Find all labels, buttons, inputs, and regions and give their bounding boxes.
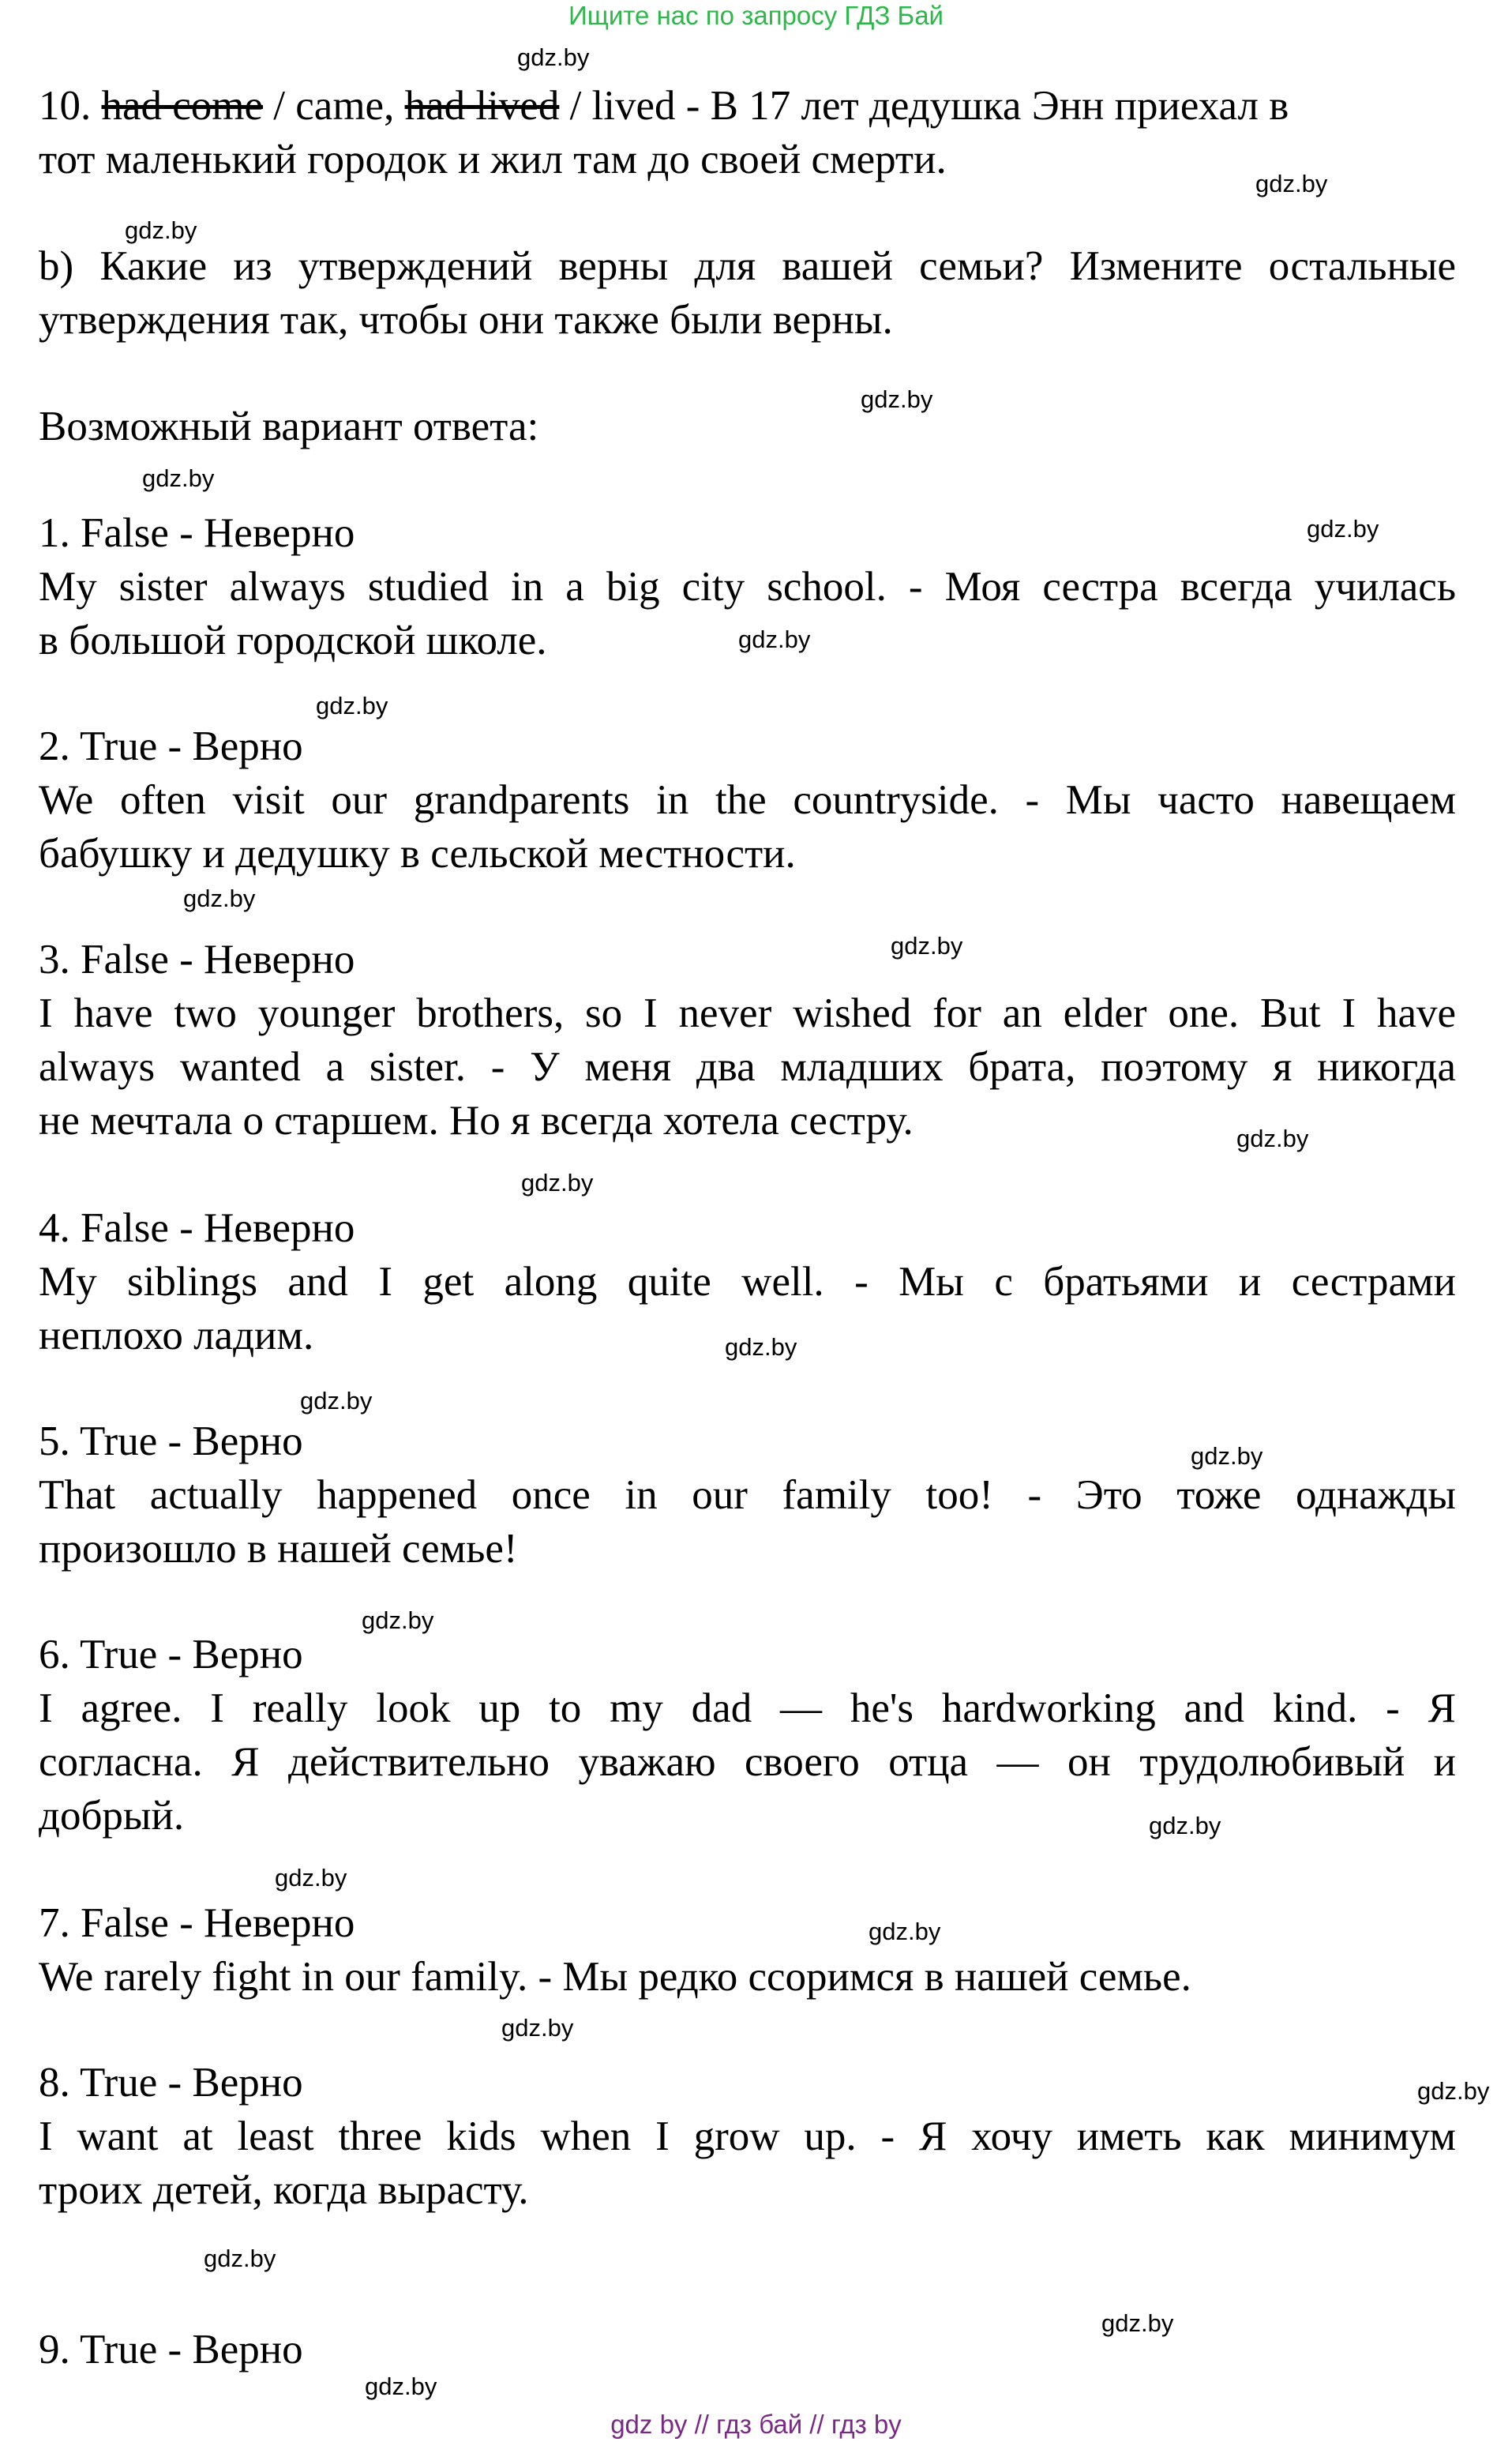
- watermark: gdz.by: [501, 2014, 574, 2042]
- watermark: gdz.by: [142, 464, 215, 492]
- struck-text: had come: [101, 83, 264, 129]
- answer-text-line: согласна. Я действительно уважаю своего отца — он трудолюбивый и: [39, 1739, 1456, 1785]
- watermark: gdz.by: [1149, 1812, 1221, 1839]
- item-number: 10.: [39, 83, 92, 129]
- watermark: gdz.by: [365, 2372, 437, 2400]
- answer-text-line: My sister always studied in a big city school. - Моя сестра всегда училась: [39, 564, 1456, 610]
- watermark: gdz.by: [725, 1333, 797, 1361]
- answer-label: 7. False - Неверно: [39, 1900, 355, 1946]
- watermark: gdz.by: [517, 43, 590, 71]
- watermark: gdz.by: [738, 626, 811, 653]
- watermark: gdz.by: [125, 216, 197, 244]
- watermark: gdz.by: [1307, 515, 1379, 543]
- watermark: gdz.by: [521, 1169, 594, 1197]
- struck-text: had lived: [404, 83, 560, 129]
- footer-links[interactable]: gdz by // гдз бай // гдз by: [610, 2410, 902, 2439]
- answer-text-line: неплохо ладим.: [39, 1313, 314, 1358]
- answer-text-line: We often visit our grandparents in the countryside. - Мы часто навещаем: [39, 777, 1456, 823]
- watermark: gdz.by: [1417, 2077, 1490, 2105]
- watermark: gdz.by: [1236, 1125, 1309, 1152]
- answer-text-line: My siblings and I get along quite well. - Мы с братьями и сестрами: [39, 1259, 1456, 1305]
- answer-label: 8. True - Верно: [39, 2060, 303, 2106]
- text-span: / came,: [263, 83, 405, 129]
- answer-text-line: That actually happened once in our family too! - Это тоже однажды: [39, 1472, 1456, 1518]
- task-b-line-2: утверждения так, чтобы они также были верны.: [39, 297, 893, 343]
- task-b-line-1: b) Какие из утверждений верны для вашей семьи? Измените остальные: [39, 243, 1456, 289]
- answer-label: 6. True - Верно: [39, 1632, 303, 1677]
- answer-text-line: не мечтала о старшем. Но я всегда хотела сестру.: [39, 1098, 914, 1144]
- answer-text-line: в большой городской школе.: [39, 618, 547, 663]
- watermark: gdz.by: [1191, 1442, 1263, 1470]
- answer-text-line: always wanted a sister. - У меня два младших брата, поэтому я никогда: [39, 1044, 1456, 1090]
- answer-text-line: бабушку и дедушку в сельской местности.: [39, 831, 796, 877]
- watermark: gdz.by: [300, 1387, 373, 1414]
- text-span: / lived - В 17 лет дедушка Энн приехал в: [559, 83, 1289, 129]
- answer-text-line: I have two younger brothers, so I never wished for an elder one. But I have: [39, 990, 1456, 1036]
- answer-intro: Возможный вариант ответа:: [39, 404, 539, 449]
- answer-label: 3. False - Неверно: [39, 937, 355, 982]
- top-banner-link[interactable]: Ищите нас по запросу ГДЗ Бай: [568, 1, 944, 30]
- watermark: gdz.by: [1101, 2309, 1174, 2337]
- answer-text-line: We rarely fight in our family. - Мы редко ссоримся в нашей семье.: [39, 1954, 1191, 2000]
- answer-label: 9. True - Верно: [39, 2327, 303, 2372]
- answer-text-line: I agree. I really look up to my dad — he's hardworking and kind. - Я: [39, 1685, 1456, 1731]
- answer-label: 5. True - Верно: [39, 1418, 303, 1464]
- answer-label: 2. True - Верно: [39, 723, 303, 769]
- answer-label: 1. False - Неверно: [39, 510, 355, 556]
- watermark: gdz.by: [275, 1864, 347, 1892]
- item-10-line-1: [39, 79, 1456, 133]
- answer-text-line: троих детей, когда вырасту.: [39, 2167, 529, 2213]
- answer-label: 4. False - Неверно: [39, 1205, 355, 1251]
- watermark: gdz.by: [869, 1918, 941, 1945]
- watermark: gdz.by: [1255, 170, 1328, 197]
- answer-text-line: I want at least three kids when I grow up. - Я хочу иметь как минимум: [39, 2113, 1456, 2159]
- watermark: gdz.by: [891, 932, 963, 960]
- watermark: gdz.by: [316, 692, 388, 719]
- watermark: gdz.by: [204, 2245, 276, 2272]
- watermark: gdz.by: [183, 885, 256, 912]
- watermark: gdz.by: [861, 385, 933, 413]
- answer-text-line: произошло в нашей семье!: [39, 1526, 518, 1572]
- watermark: gdz.by: [362, 1606, 434, 1634]
- answer-text-line: добрый.: [39, 1793, 185, 1839]
- item-10-line-2: тот маленький городок и жил там до своей смерти.: [39, 137, 947, 182]
